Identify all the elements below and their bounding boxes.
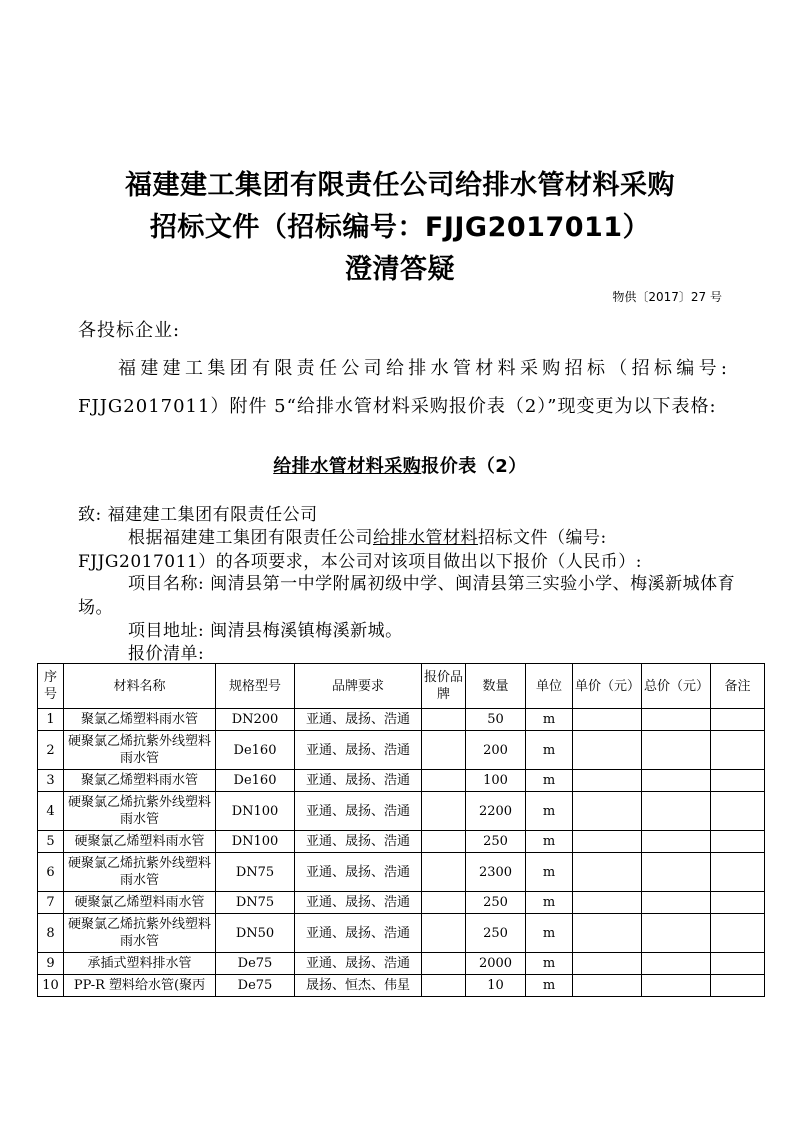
cell-unit-price[interactable]	[573, 709, 642, 731]
cell-spec: DN75	[216, 892, 295, 914]
cell-unit-price[interactable]	[573, 731, 642, 770]
cell-unit-price[interactable]	[573, 792, 642, 831]
cell-name: 硬聚氯乙烯抗紫外线塑料雨水管	[64, 914, 216, 953]
cell-unit-price[interactable]	[573, 953, 642, 975]
cell-no: 7	[38, 892, 64, 914]
cell-unit: m	[526, 914, 573, 953]
cell-unit-price[interactable]	[573, 853, 642, 892]
cell-brand: 亚通、晟扬、浩通	[295, 709, 422, 731]
cell-spec: DN100	[216, 831, 295, 853]
cell-unit-price[interactable]	[573, 914, 642, 953]
document-title-line3: 澄清答疑	[345, 254, 455, 285]
header-total-price: 总价（元）	[642, 664, 711, 709]
cell-quote-brand[interactable]	[422, 831, 466, 853]
quote-table-title	[0, 452, 800, 478]
cell-remarks[interactable]	[711, 831, 765, 853]
cell-unit: m	[526, 853, 573, 892]
cell-unit: m	[526, 953, 573, 975]
header-name: 材料名称	[64, 664, 216, 709]
cell-remarks[interactable]	[711, 709, 765, 731]
table-row	[38, 709, 765, 731]
cell-brand: 亚通、晟扬、浩通	[295, 892, 422, 914]
document-title-line1: 福建建工集团有限责任公司给排水管材料采购	[125, 170, 675, 201]
cell-unit: m	[526, 731, 573, 770]
cell-name: 硬聚氯乙烯抗紫外线塑料雨水管	[64, 853, 216, 892]
cell-total-price[interactable]	[642, 770, 711, 792]
cell-unit: m	[526, 770, 573, 792]
table-row	[38, 770, 765, 792]
letter-body-part2: 招标文件（编号: FJJG2017011）的各项要求，本公司对该项目做出以下报价（人民币）:	[78, 528, 642, 572]
cell-total-price[interactable]	[642, 914, 711, 953]
cell-brand: 亚通、晟扬、浩通	[295, 853, 422, 892]
cell-no: 9	[38, 953, 64, 975]
cell-unit: m	[526, 892, 573, 914]
cell-quote-brand[interactable]	[422, 853, 466, 892]
table-header-row	[38, 664, 765, 709]
cell-unit: m	[526, 975, 573, 997]
cell-brand: 亚通、晟扬、浩通	[295, 914, 422, 953]
cell-no: 2	[38, 731, 64, 770]
header-unit-price: 单价（元）	[573, 664, 642, 709]
letter-body-part1: 根据福建建工集团有限责任公司	[128, 528, 373, 548]
table-row	[38, 953, 765, 975]
cell-no: 8	[38, 914, 64, 953]
cell-unit-price[interactable]	[573, 770, 642, 792]
cell-brand: 亚通、晟扬、浩通	[295, 731, 422, 770]
cell-brand: 亚通、晟扬、浩通	[295, 770, 422, 792]
header-no: 序号	[38, 664, 64, 709]
notice-body: 福建建工集团有限责任公司给排水管材料采购招标（招标编号: FJJG2017011）附件 5“给排水管材料采购报价表（2）”现变更为以下表格:	[78, 358, 728, 417]
cell-qty: 2300	[466, 853, 526, 892]
cell-quote-brand[interactable]	[422, 709, 466, 731]
cell-spec: DN75	[216, 853, 295, 892]
cell-brand: 亚通、晟扬、浩通	[295, 953, 422, 975]
cell-total-price[interactable]	[642, 792, 711, 831]
cell-name: 硬聚氯乙烯抗紫外线塑料雨水管	[64, 731, 216, 770]
table-row	[38, 853, 765, 892]
cell-spec: DN50	[216, 914, 295, 953]
cell-remarks[interactable]	[711, 975, 765, 997]
cell-brand: 晟扬、恒杰、伟星	[295, 975, 422, 997]
cell-no: 6	[38, 853, 64, 892]
cell-spec: De75	[216, 953, 295, 975]
cell-qty: 100	[466, 770, 526, 792]
cell-spec: DN100	[216, 792, 295, 831]
quote-list-label: 报价清单:	[128, 644, 205, 664]
cell-spec: De160	[216, 731, 295, 770]
cell-remarks[interactable]	[711, 914, 765, 953]
cell-no: 3	[38, 770, 64, 792]
cell-qty: 250	[466, 914, 526, 953]
cell-qty: 250	[466, 831, 526, 853]
cell-total-price[interactable]	[642, 953, 711, 975]
cell-quote-brand[interactable]	[422, 953, 466, 975]
cell-no: 10	[38, 975, 64, 997]
letter-recipient: 致: 福建建工集团有限责任公司	[78, 505, 318, 525]
cell-name: 承插式塑料排水管	[64, 953, 216, 975]
cell-quote-brand[interactable]	[422, 770, 466, 792]
document-number: 物供〔2017〕27 号	[612, 290, 722, 304]
table-row	[38, 792, 765, 831]
cell-unit-price[interactable]	[573, 892, 642, 914]
letter-body	[78, 526, 738, 574]
cell-quote-brand[interactable]	[422, 975, 466, 997]
header-brand-req: 品牌要求	[295, 664, 422, 709]
cell-no: 1	[38, 709, 64, 731]
quote-table-title-rest: 报价表（2）	[421, 456, 527, 477]
cell-spec: De160	[216, 770, 295, 792]
cell-quote-brand[interactable]	[422, 731, 466, 770]
header-spec: 规格型号	[216, 664, 295, 709]
cell-total-price[interactable]	[642, 853, 711, 892]
cell-quote-brand[interactable]	[422, 914, 466, 953]
cell-total-price[interactable]	[642, 731, 711, 770]
cell-name: 聚氯乙烯塑料雨水管	[64, 770, 216, 792]
cell-total-price[interactable]	[642, 831, 711, 853]
table-row	[38, 975, 765, 997]
table-row	[38, 892, 765, 914]
cell-spec: De75	[216, 975, 295, 997]
cell-name: 硬聚氯乙烯塑料雨水管	[64, 892, 216, 914]
cell-remarks[interactable]	[711, 853, 765, 892]
cell-qty: 200	[466, 731, 526, 770]
cell-total-price[interactable]	[642, 975, 711, 997]
header-remarks: 备注	[711, 664, 765, 709]
salutation: 各投标企业:	[78, 320, 181, 341]
cell-brand: 亚通、晟扬、浩通	[295, 792, 422, 831]
cell-remarks[interactable]	[711, 953, 765, 975]
project-name: 项目名称: 闽清县第一中学附属初级中学、闽清县第三实验小学、梅溪新城体育场。	[78, 574, 736, 618]
cell-name: 硬聚氯乙烯抗紫外线塑料雨水管	[64, 792, 216, 831]
cell-remarks[interactable]	[711, 731, 765, 770]
cell-unit: m	[526, 792, 573, 831]
cell-qty: 2200	[466, 792, 526, 831]
cell-quote-brand[interactable]	[422, 892, 466, 914]
cell-name: 硬聚氯乙烯塑料雨水管	[64, 831, 216, 853]
cell-name: PP-R 塑料给水管(聚丙	[64, 975, 216, 997]
cell-no: 4	[38, 792, 64, 831]
cell-name: 聚氯乙烯塑料雨水管	[64, 709, 216, 731]
cell-unit-price[interactable]	[573, 831, 642, 853]
quote-table-title-underlined: 给排水管材料采购	[273, 456, 422, 477]
cell-total-price[interactable]	[642, 709, 711, 731]
cell-remarks[interactable]	[711, 892, 765, 914]
header-quote-brand: 报价品牌	[422, 664, 466, 709]
document-title-line2: 招标文件（招标编号：FJJG2017011）	[149, 212, 651, 243]
cell-unit-price[interactable]	[573, 975, 642, 997]
table-row	[38, 731, 765, 770]
header-qty: 数量	[466, 664, 526, 709]
cell-remarks[interactable]	[711, 770, 765, 792]
cell-qty: 50	[466, 709, 526, 731]
letter-body-underlined: 给排水管材料	[373, 528, 478, 548]
cell-brand: 亚通、晟扬、浩通	[295, 831, 422, 853]
cell-qty: 250	[466, 892, 526, 914]
cell-quote-brand[interactable]	[422, 792, 466, 831]
table-row	[38, 831, 765, 853]
cell-total-price[interactable]	[642, 892, 711, 914]
cell-unit: m	[526, 831, 573, 853]
cell-unit: m	[526, 709, 573, 731]
header-unit: 单位	[526, 664, 573, 709]
cell-qty: 2000	[466, 953, 526, 975]
cell-spec: DN200	[216, 709, 295, 731]
table-row	[38, 914, 765, 953]
cell-remarks[interactable]	[711, 792, 765, 831]
cell-qty: 10	[466, 975, 526, 997]
cell-no: 5	[38, 831, 64, 853]
quote-table	[37, 663, 765, 997]
project-address: 项目地址: 闽清县梅溪镇梅溪新城。	[128, 621, 403, 641]
